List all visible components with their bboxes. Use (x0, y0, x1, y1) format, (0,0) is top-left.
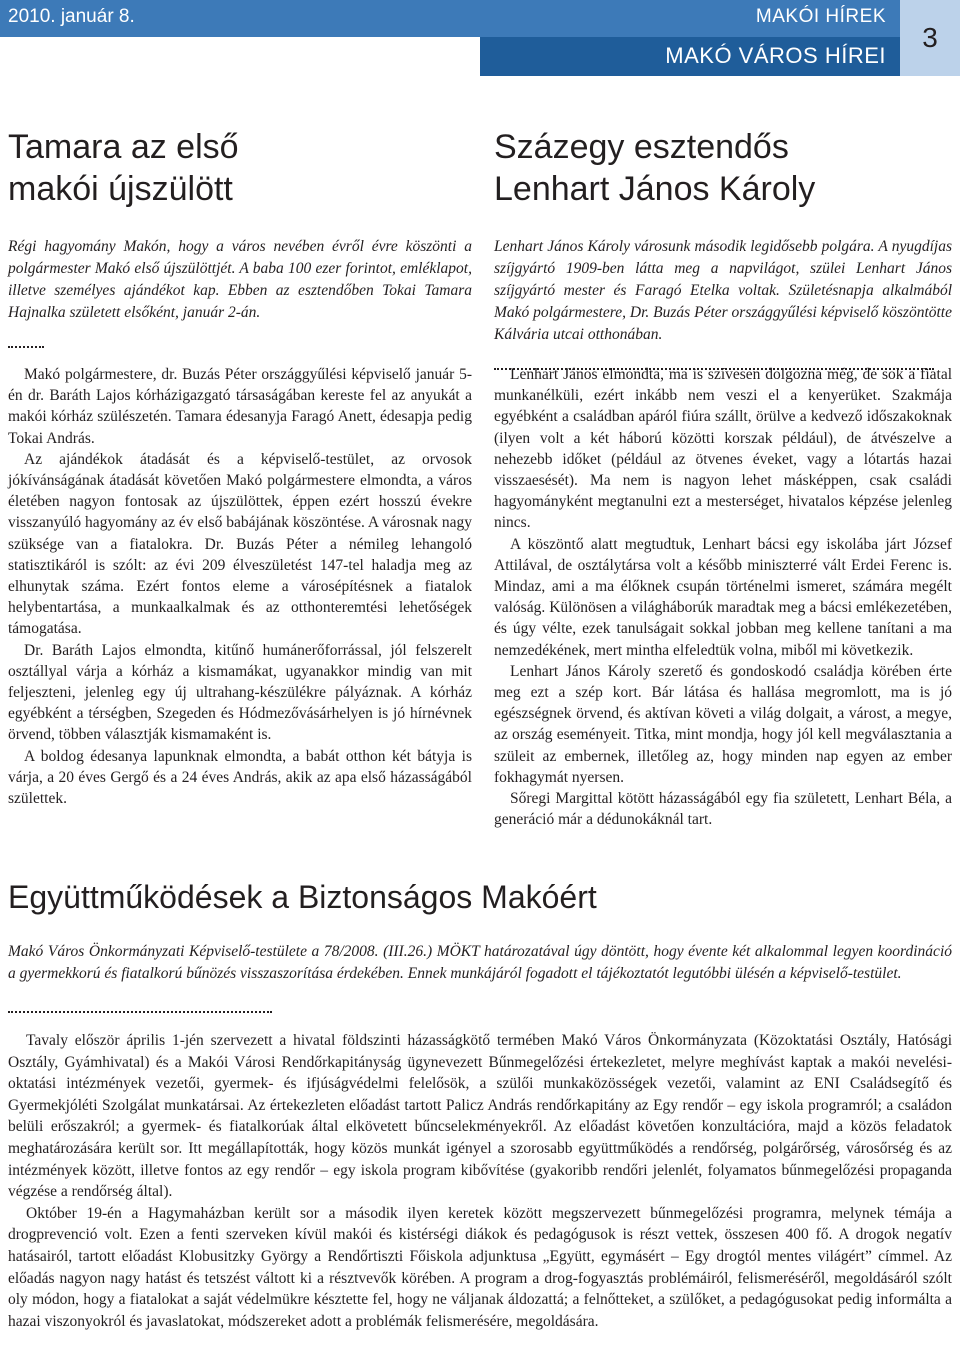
article1-paragraph: A boldog édesanya lapunknak elmondta, a babát otthon két bátyja is várja, a 20 éves Gergő és a 24 éves András, akik az apa első házasságából születtek. (8, 747, 472, 808)
article1-title (8, 126, 239, 210)
article1-paragraph: Makó polgármestere, dr. Buzás Péter országgyűlési képviselő január 5-én dr. Baráth Lajos kórházigazgató társaságában kereste fel az anyukát a makói kórház szülészetén. Tamara édesanyja Faragó Anett, édesapja pedig Tokai András. (8, 366, 472, 447)
article1-separator (8, 346, 44, 348)
article1-paragraph: Az ajándékok átadását és a képviselő-testület, az orvosok jókívánságának átadását követően Makó polgármestere elmondta, a város életében nagyon fontosak az újszülöttek, éppen ezért hosszú évekre visszanyúló hagyomány az év első babájának köszöntése. A városnak nagy szüksége van a fiatalokra. Dr. Buzás Péter a némileg lehangoló statisztikáról is szólt: az évi 209 élveszületést 147-tel haladja meg az elhunytak száma. Ezért fontos eleme a városépítésnek a fiatalok helybentartása, a munkaalkalmak és az otthonteremtési lehetőségek támogatása. (8, 450, 473, 638)
article2-title-line2: Lenhart János Károly (494, 170, 816, 208)
article2-title-line1: Százegy esztendős (494, 128, 789, 166)
article2-paragraph: A köszöntő alatt megtudtuk, Lenhart bácsi egy iskolába járt József Attilával, de osztálytársa volt a később miniszterré vált Erdei Ferenc is. Mindaz, ami a ma élőknek csupán történelmi ismeret, számára megélt valóság. Különösen a világháborúk maradtak meg a bácsi emlékezetében, és úgy vélte, ezek tanulságait sokkal jobban meg kellene tanítani a ma nemzedékének, mert mintha elfeledtük volna, miből mi következik. (494, 535, 952, 659)
article3-separator (8, 1011, 272, 1013)
article2-body (494, 364, 952, 830)
article1-paragraph: Dr. Baráth Lajos elmondta, kitűnő humánerőforrással, jól felszerelt osztállyal várja a kórház a kismamákat, ugyanakkor mindig van mit feljeszteni, jelenleg egy új ultrahang-készülékre pályáznak. A kórház egyébként a térségben, Szegeden és Hódmezővásárhelyen is jó hírnévnek örvend, többen választják kismamaként is. (8, 641, 472, 744)
article2-paragraph: Lenhart János elmondta, ma is szívesen dolgozna még, de sok a fiatal munkanélküli, ezért inkább nem veszi el a kenyerüket. Szakmája egyébként a családban apáról fiúra szállt, örülve a kedvező időszakoknak (ilyen volt a két háború közötti korszak például), de átvészelve a nehezebb időket (például az ötvenes éveket, vagy a lótartás hazai visszaesését). Ma nem is nagyon lehet másképpen, csak családi hagyományként megtanulni ezt a mesterséget, hivatalos képzése jelenleg nincs. (494, 366, 952, 532)
article1-title-line2: makói újszülött (8, 170, 233, 208)
issue-date: 2010. január 8. (8, 6, 135, 27)
page-number: 3 (922, 22, 938, 53)
article2-lead: Lenhart János Károly városunk második legidősebb polgára. A nyugdíjas szíjgyártó 1909-ben látta meg a napvilágot, szülei Lenhart János szíjgyártó mester és Faragó Etelka voltak. Születésnapja alkalmából Makó polgármestere, Dr. Buzás Péter országgyűlési képviselő köszöntötte Kálvária utcai otthonában. (494, 238, 952, 343)
article3-paragraph: Tavaly először április 1-jén szervezett a hivatal földszinti házasságkötő termében Makó Város Önkormányzata (Közoktatási Osztály, Hatósági Osztály, Gyámhivatal) és a Makói Városi Rendőrkapitányság ügynevezett Bűnmegelőzési értekezletet, melyre meghívást kaptak a makói nevelési-oktatási intézmények vezetői, gyermek- és ifjúságvédelmi felelősök, a szülői munkaközösségek vezetői, valamint az ENI Családsegítő és Gyermekjóléti Szolgálat munkatársai. Az értekezleten előadást tartott Palicz András rendőrkapitány az Egy rendőr – egy iskola programról; a családon belüli erőszakról; a gyermek- és fiatalkorúak által elkövetett bűncselekményekről. Az előadást követően konzultációra, majd a közös feladatok meghatározására került sor. Itt megállapították, hogy közös munkát igényel a szorosabb együttműködés a rendőrség, polgárőrség, városőrség és az intézmények között, illetve fontos az egy rendőr – egy iskola program kibővítése (gyakoribb rendőri jelenlét, folyamatos bűnmegelőzési propaganda végzése a rendőrség által). (8, 1032, 952, 1201)
article1-lead: Régi hagyomány Makón, hogy a város nevében évről évre köszönti a polgármester Makó első újszülöttjét. A baba 100 ezer forintot, emléklapot, illetve személyes ajándékot kap. Ebben az esztendőben Tokai Tamara Hajnalka született elsőként, január 2-án. (8, 238, 472, 321)
article3-title: Együttműködések a Biztonságos Makóért (8, 879, 597, 915)
page-header (0, 0, 960, 76)
article1-title-line1: Tamara az első (8, 128, 239, 166)
article3-lead: Makó Város Önkormányzati Képviselő-testülete a 78/2008. (III.26.) MÖKT határozatával úgy döntött, hogy évente két alkalommal legyen koordináció a gyermekkorú és fiatalkorú bűnözés visszaszorítása érdekében. Ennek munkájáról fogadott el tájékoztatót legutóbbi ülésén a képviselő-testület. (8, 943, 952, 982)
article3-paragraph: Október 19-én a Hagymaházban került sor a második ilyen keretek között megszervezett bűnmegelőzési programra, melynek témája a drogprevenció volt. Ezen a fenti szerveken kívül makói és kistérségi diákok és pedagógusok is részt vettek, összesen 400 fő. A drogok negatív hatásairól, tartott előadást Klobusitzky György a Rendőrtiszti Főiskola adjunktusa „Együtt, egymásért – Egy drogtól mentes világért” címmel. Az előadás nagyon nagy hatást és tetszést váltott ki a résztvevők körében. A program a drog-fogyasztás problémáiról, felismeréséről, megoldásáról szólt oly módon, hogy a fiatalokat a saját védelmükre késztette fel, hogy ne váljanak áldozattá; a felnőtteket, a szülőket, a pedagógusokat pedig informálta a hazai viszonyokról és javaslatokat, módszereket adott a problémák felismerésére, megoldására. (8, 1204, 952, 1330)
page-number-box (900, 0, 960, 76)
section-title: MAKÓ VÁROS HÍREI (665, 43, 886, 68)
article1-body (8, 364, 472, 809)
publication-name: MAKÓI HÍREK (755, 6, 886, 27)
article2-paragraph: Sőregi Margittal kötött házasságából egy fia született, Lenhart Béla, a generáció már a dédunokáknál tart. (494, 790, 952, 829)
article3-body (8, 1030, 952, 1332)
article2-paragraph: Lenhart János Károly szerető és gondoskodó családja körében érte meg ezt a szép kort. Bár látása és hallása megromlott, ma is jó egészségnek örvend, és aktívan követi a világ dolgait, a várost, a megye, az ország eseményeit. Titka, mint mondja, hogy jól kell megválasztania a szüleit az embernek, illetőleg az, hogy minden nap egyen az ember fokhagymát nyersen. (494, 662, 952, 786)
article2-title (494, 126, 815, 210)
